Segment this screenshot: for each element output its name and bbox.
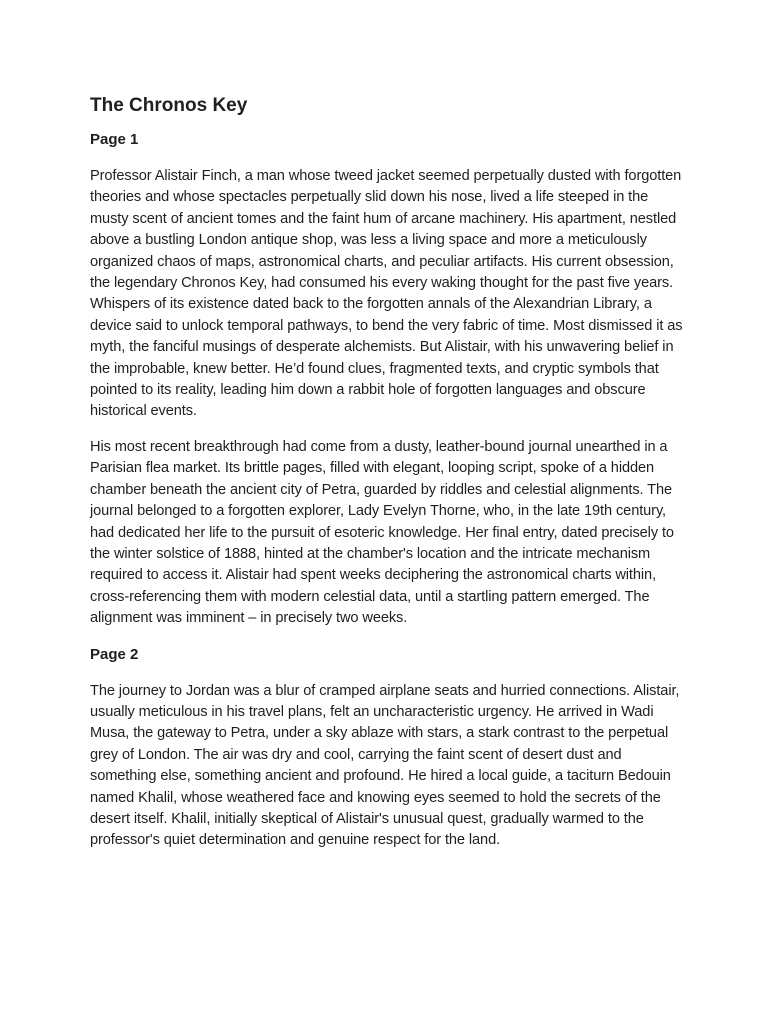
page-heading-1: Page 1: [90, 131, 139, 148]
page-heading-2: Page 2: [90, 645, 139, 663]
paragraph: His most recent breakthrough had come from a dusty, leather-bound journal unearthed in a Parisian flea market. Its brittle pages, filled with elegant, looping script, spoke of a hidden chamber beneath the ancient city of Petra, guarded by riddles and celestial alignments. The journal belonged to a forgotten explorer, Lady Evelyn Thorne, who, in the late 19th century, had dedicated her life to the pursuit of esoteric knowledge. Her final entry, dated precisely to the winter solstice of 1888, hinted at the chamber's location and the intricate mechanism required to access it. Alistair had spent weeks deciphering the astronomical charts within, cross-referencing them with modern celestial data, until a startling pattern emerged. The alignment was imminent – in precisely two weeks.: [90, 438, 674, 627]
paragraph: The journey to Jordan was a blur of cramped airplane seats and hurried connections. Alistair, usually meticulous in his travel plans, felt an uncharacteristic urgency. He arrived in Wadi Musa, the gateway to Petra, under a sky ablaze with stars, a stark contrast to the perpetual grey of London. The air was dry and cool, carrying the faint scent of desert dust and something else, something ancient and profound. He hired a local guide, a taciturn Bedouin named Khalil, whose weathered face and knowing eyes seemed to hold the secrets of the desert itself. Khalil, initially skeptical of Alistair's unusual quest, gradually warmed to the professor's quiet determination and genuine respect for the land.: [90, 682, 680, 849]
document-title: The Chronos Key: [90, 95, 248, 116]
paragraph: Professor Alistair Finch, a man whose tweed jacket seemed perpetually dusted with forgotten theories and whose spectacles perpetually slid down his nose, lived a life steeped in the musty scent of ancient tomes and the faint hum of arcane machinery. His apartment, nestled above a bustling London antique shop, was less a living space and more a meticulously organized chaos of maps, astronomical charts, and peculiar artifacts. His current obsession, the legendary Chronos Key, had consumed his every waking thought for the past five years. Whispers of its existence dated back to the forgotten annals of the Alexandrian Library, a device said to unlock temporal pathways, to bend the very fabric of time. Most dismissed it as myth, the fanciful musings of desperate alchemists. But Alistair, with his unwavering belief in the improbable, knew better. He’d found clues, fragmented texts, and cryptic symbols that pointed to its reality, leading him down a rabbit hole of forgotten languages and obscure historical events.: [90, 168, 683, 420]
document-body: [90, 93, 690, 866]
